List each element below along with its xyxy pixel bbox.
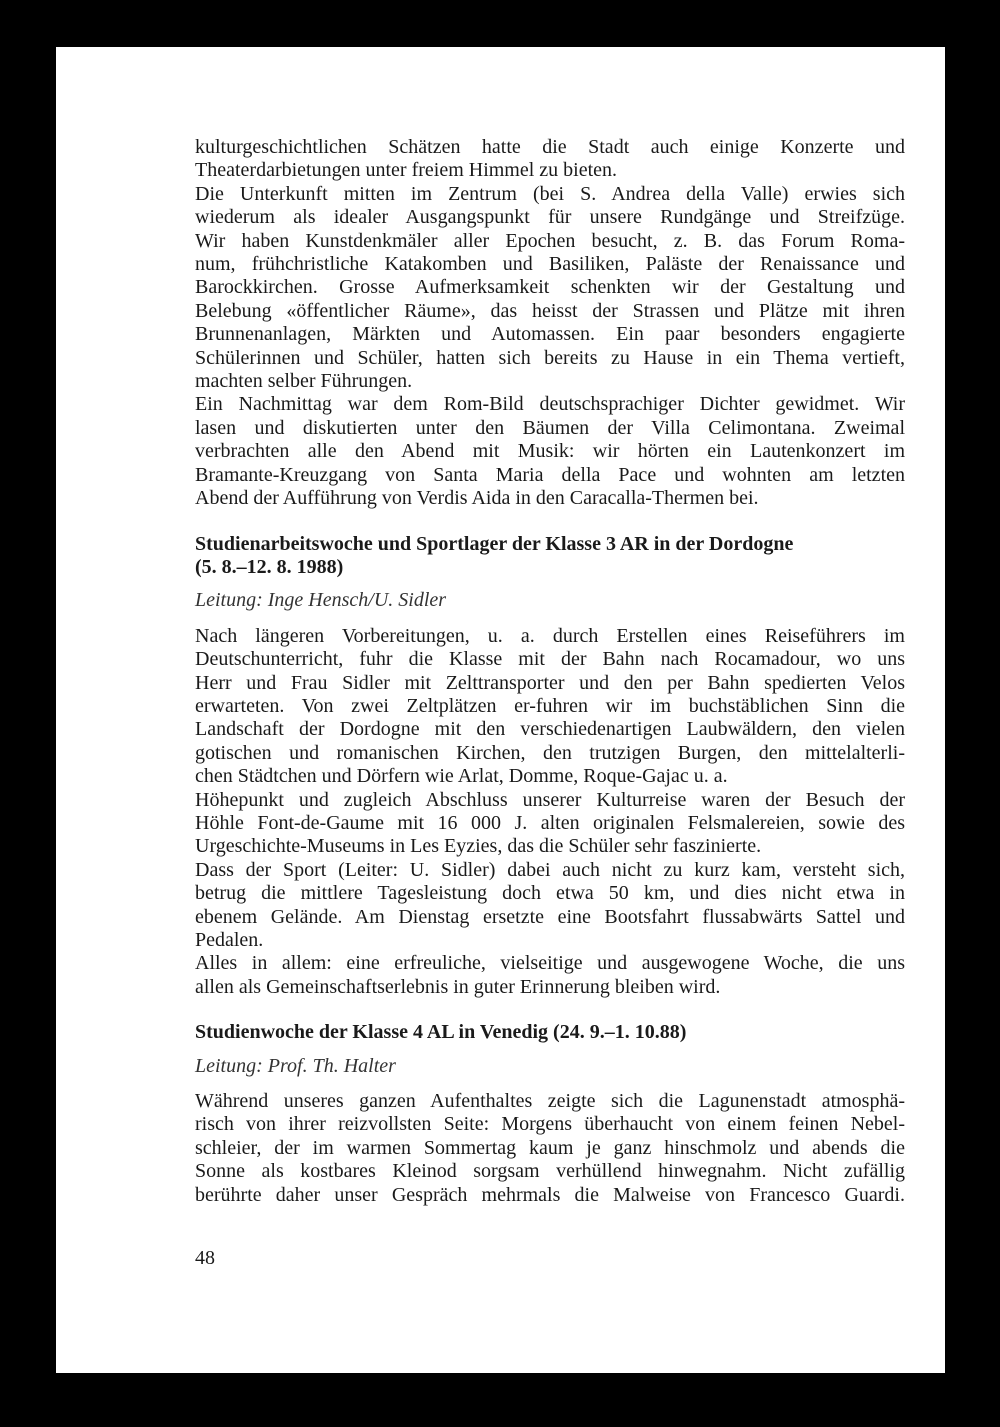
text-line: schleier, der im warmen Sommertag kaum je ganz hinschmolz und abends die bbox=[195, 1136, 905, 1159]
text-line: Nach längeren Vorbereitungen, u. a. durch Erstellen eines Reiseführers im bbox=[195, 624, 905, 647]
section-byline: Leitung: Prof. Th. Halter bbox=[195, 1054, 396, 1077]
text-line: risch von ihrer reizvollsten Seite: Morgens überhaucht von einem feinen Nebel- bbox=[195, 1113, 905, 1136]
text-line: Alles in allem: eine erfreuliche, vielseitige und ausgewogene Woche, die uns bbox=[195, 952, 905, 975]
text-line: Belebung «öffentlicher Räume», das heisst der Strassen und Plätze mit ihren bbox=[195, 299, 905, 322]
text-line: kulturgeschichtlichen Schätzen hatte die Stadt auch einige Konzerte und bbox=[195, 136, 905, 158]
text-line: Schülerinnen und Schüler, hatten sich bereits zu Hause in ein Thema vertieft, bbox=[195, 346, 905, 369]
text-line: Abend der Aufführung von Verdis Aida in den Caracalla-Thermen bei. bbox=[195, 487, 759, 510]
text-line: Pedalen. bbox=[195, 929, 264, 951]
section-heading: Studienwoche der Klasse 4 AL in Venedig (24. 9.–1. 10.88) bbox=[195, 1021, 687, 1044]
text-line: Sonne als kostbares Kleinod sorgsam verhüllend hinwegnahm. Nicht zufällig bbox=[195, 1160, 905, 1183]
text-line: Brunnenanlagen, Märkten und Automassen. Ein paar besonders engagierte bbox=[195, 323, 905, 346]
text-line: Barockkirchen. Grosse Aufmerksamkeit schenkten wir der Gestaltung und bbox=[195, 276, 905, 299]
page-number: 48 bbox=[195, 1247, 215, 1269]
text-line: verbrachten alle den Abend mit Musik: wir hörten ein Lautenkonzert im bbox=[195, 440, 905, 463]
intro-text bbox=[195, 136, 905, 511]
text-line: Die Unterkunft mitten im Zentrum (bei S. Andrea della Valle) erwies sich bbox=[195, 182, 905, 205]
text-line: Wir haben Kunstdenkmäler aller Epochen besucht, z. B. das Forum Roma- bbox=[195, 229, 905, 252]
text-line: Herr und Frau Sidler mit Zelttransporter und den per Bahn spedierten Velos bbox=[195, 671, 905, 694]
text-line: berührte daher unser Gespräch mehrmals die Malweise von Francesco Guardi. bbox=[195, 1183, 905, 1206]
text-line: Höhle Font-de-Gaume mit 16 000 J. alten originalen Felsmalereien, sowie des bbox=[195, 811, 905, 834]
text-line: Theaterdarbietungen unter freiem Himmel zu bieten. bbox=[195, 159, 618, 182]
text-line: Urgeschichte-Museums in Les Eyzies, das die Schüler sehr faszinierte. bbox=[195, 835, 762, 858]
text-line: Ein Nachmittag war dem Rom-Bild deutschsprachiger Dichter gewidmet. Wir bbox=[195, 393, 905, 416]
text-line: Höhepunkt und zugleich Abschluss unserer Kulturreise waren der Besuch der bbox=[195, 788, 905, 811]
section-byline: Leitung: Inge Hensch/U. Sidler bbox=[195, 589, 447, 612]
text-line: allen als Gemeinschaftserlebnis in guter Erinnerung bleiben wird. bbox=[195, 975, 721, 998]
text-line: chen Städtchen und Dörfern wie Arlat, Domme, Roque-Gajac u. a. bbox=[195, 765, 728, 788]
text-line: gotischen und romanischen Kirchen, den trutzigen Burgen, den mittelalterli- bbox=[195, 741, 905, 764]
section-venedig bbox=[195, 1021, 905, 1207]
page-content bbox=[195, 136, 905, 1207]
text-line: Bramante-Kreuzgang von Santa Maria della Pace und wohnten am letzten bbox=[195, 463, 905, 486]
text-line: betrug die mittlere Tagesleistung doch etwa 50 km, und dies nicht etwa in bbox=[195, 882, 905, 905]
text-line: ebenem Gelände. Am Dienstag ersetzte eine Bootsfahrt flussabwärts Sattel und bbox=[195, 905, 905, 928]
text-line: Dass der Sport (Leiter: U. Sidler) dabei auch nicht zu kurz kam, versteht sich, bbox=[195, 858, 905, 881]
text-line: machten selber Führungen. bbox=[195, 370, 413, 393]
text-line: wiederum als idealer Ausgangspunkt für unsere Rundgänge und Streifzüge. bbox=[195, 206, 905, 229]
document-page bbox=[56, 47, 945, 1373]
section-heading: Studienarbeitswoche und Sportlager der Klasse 3 AR in der Dordogne bbox=[195, 532, 794, 555]
text-line: num, frühchristliche Katakomben und Basiliken, Paläste der Renaissance und bbox=[195, 253, 905, 276]
text-line: Während unseres ganzen Aufenthaltes zeigte sich die Lagunenstadt atmosphä- bbox=[195, 1090, 905, 1113]
section-dordogne bbox=[195, 533, 905, 1000]
text-line: lasen und diskutierten unter den Bäumen der Villa Celimontana. Zweimal bbox=[195, 416, 905, 439]
section-heading-dates: (5. 8.–12. 8. 1988) bbox=[195, 555, 344, 578]
text-line: Deutschunterricht, fuhr die Klasse mit der Bahn nach Rocamadour, wo uns bbox=[195, 648, 905, 671]
text-line: erwarteten. Von zwei Zeltplätzen er-fuhren wir im buchstäblichen Sinn die bbox=[195, 694, 905, 717]
text-line: Landschaft der Dordogne mit den verschiedenartigen Laubwäldern, den vielen bbox=[195, 718, 905, 741]
